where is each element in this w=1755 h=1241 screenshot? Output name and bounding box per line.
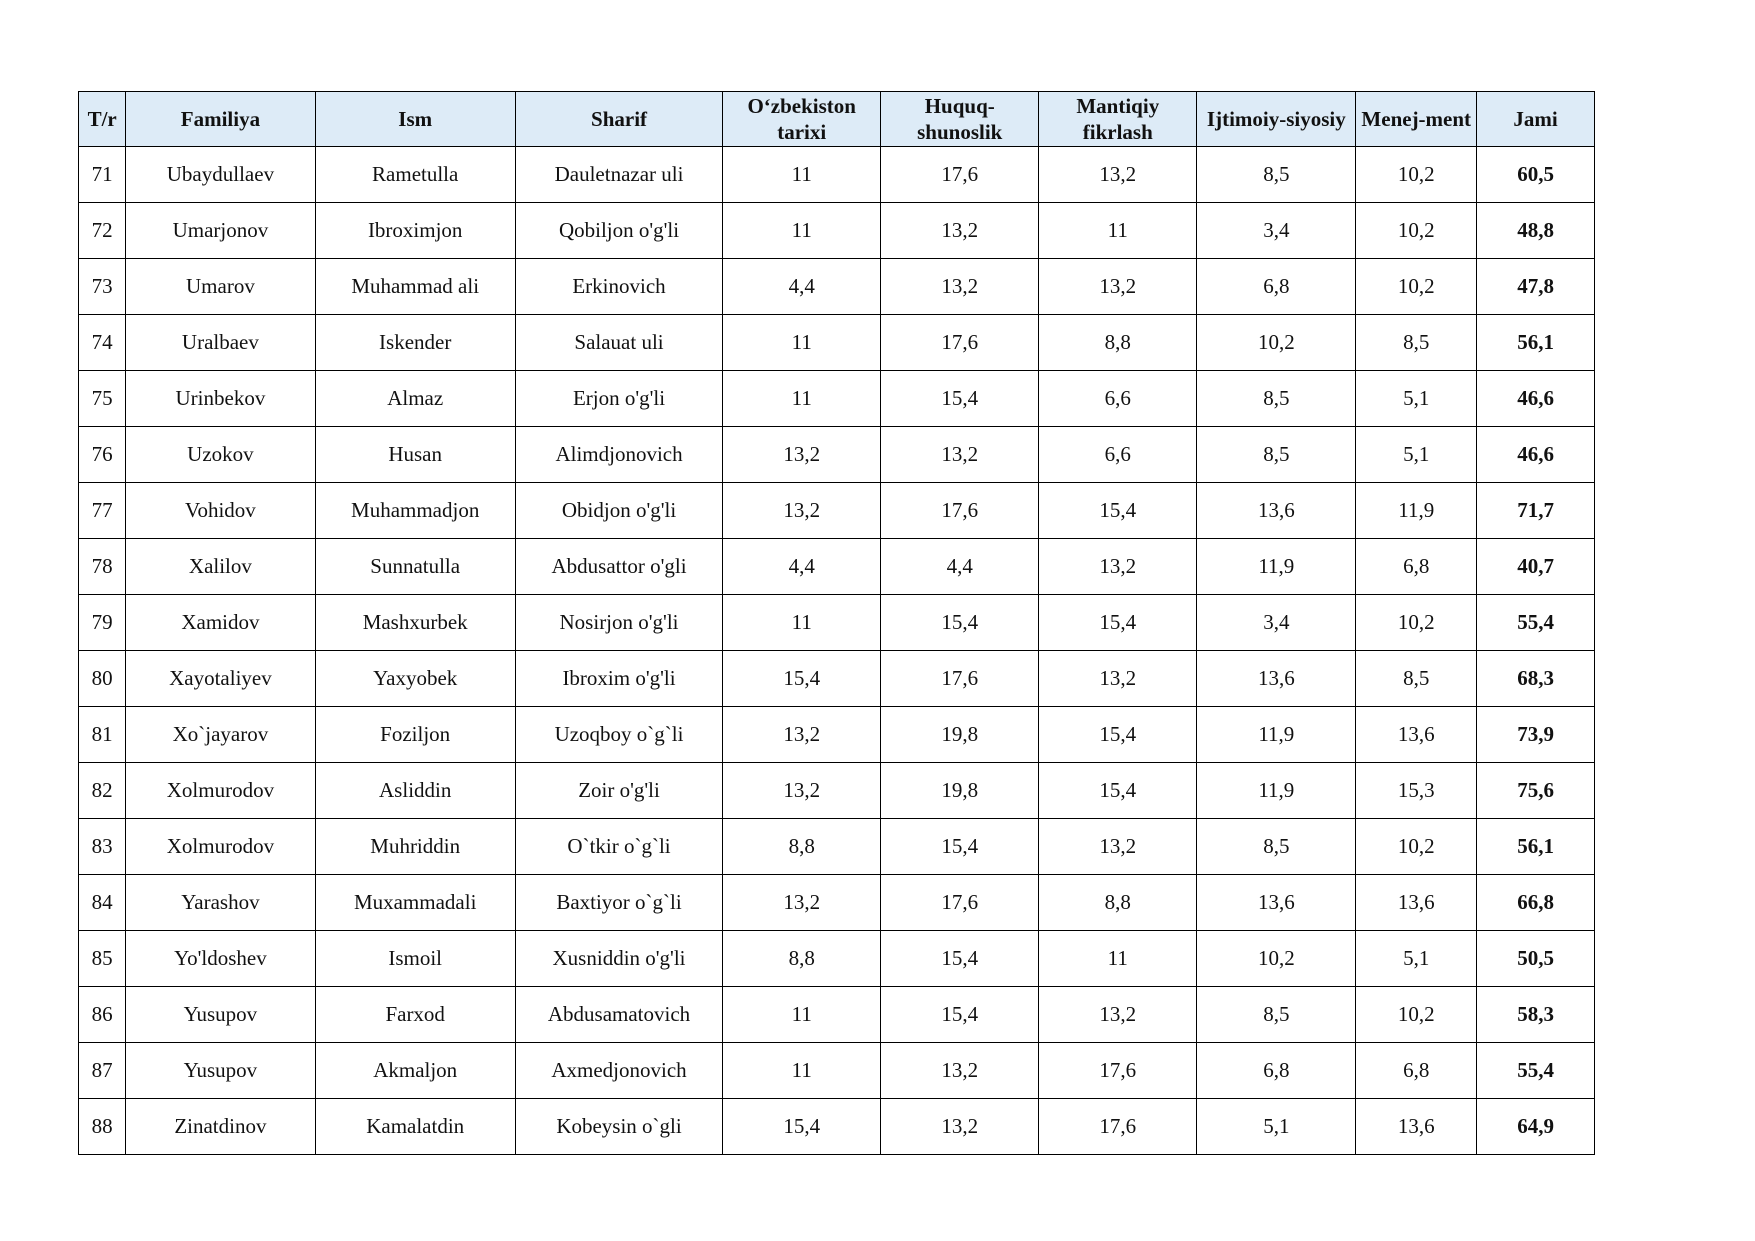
table-row: [79, 931, 1595, 987]
cell-ism: Muxammadali: [315, 875, 515, 931]
cell-subject-4: 10,2: [1197, 315, 1356, 371]
cell-subject-2: 13,2: [881, 1043, 1039, 1099]
cell-sharif: Uzoqboy o`g`li: [515, 707, 722, 763]
cell-familiya: Umarjonov: [126, 203, 315, 259]
cell-jami: 55,4: [1477, 595, 1595, 651]
header-subject-2: Huquq-shunoslik: [881, 92, 1039, 147]
table-body: [79, 147, 1595, 1155]
cell-ism: Ibroximjon: [315, 203, 515, 259]
cell-tr: 81: [79, 707, 126, 763]
cell-subject-1: 15,4: [723, 651, 881, 707]
cell-subject-1: 11: [723, 315, 881, 371]
cell-subject-5: 10,2: [1356, 203, 1477, 259]
cell-jami: 66,8: [1477, 875, 1595, 931]
header-familiya: Familiya: [126, 92, 315, 147]
cell-subject-3: 8,8: [1039, 315, 1197, 371]
cell-subject-2: 17,6: [881, 483, 1039, 539]
cell-sharif: Erjon o'g'li: [515, 371, 722, 427]
cell-subject-2: 17,6: [881, 651, 1039, 707]
cell-subject-3: 13,2: [1039, 651, 1197, 707]
cell-subject-5: 5,1: [1356, 427, 1477, 483]
cell-sharif: Erkinovich: [515, 259, 722, 315]
cell-subject-2: 13,2: [881, 1099, 1039, 1155]
cell-sharif: O`tkir o`g`li: [515, 819, 722, 875]
cell-ism: Kamalatdin: [315, 1099, 515, 1155]
table-row: [79, 1099, 1595, 1155]
cell-subject-4: 11,9: [1197, 707, 1356, 763]
cell-subject-4: 8,5: [1197, 819, 1356, 875]
cell-subject-3: 17,6: [1039, 1099, 1197, 1155]
cell-jami: 47,8: [1477, 259, 1595, 315]
cell-subject-5: 10,2: [1356, 595, 1477, 651]
cell-jami: 46,6: [1477, 427, 1595, 483]
cell-jami: 40,7: [1477, 539, 1595, 595]
cell-subject-3: 6,6: [1039, 371, 1197, 427]
cell-subject-5: 8,5: [1356, 315, 1477, 371]
cell-jami: 64,9: [1477, 1099, 1595, 1155]
cell-ism: Ismoil: [315, 931, 515, 987]
cell-familiya: Xayotaliyev: [126, 651, 315, 707]
cell-ism: Husan: [315, 427, 515, 483]
header-subject-3: Mantiqiy fikrlash: [1039, 92, 1197, 147]
cell-subject-1: 11: [723, 595, 881, 651]
table-row: [79, 987, 1595, 1043]
cell-subject-2: 15,4: [881, 819, 1039, 875]
cell-sharif: Obidjon o'g'li: [515, 483, 722, 539]
cell-subject-1: 13,2: [723, 483, 881, 539]
cell-subject-3: 11: [1039, 203, 1197, 259]
cell-tr: 77: [79, 483, 126, 539]
cell-ism: Foziljon: [315, 707, 515, 763]
cell-familiya: Xalilov: [126, 539, 315, 595]
cell-sharif: Salauat uli: [515, 315, 722, 371]
cell-sharif: Abdusamatovich: [515, 987, 722, 1043]
cell-ism: Yaxyobek: [315, 651, 515, 707]
cell-subject-2: 15,4: [881, 371, 1039, 427]
table-row: [79, 707, 1595, 763]
header-subject-1: O‘zbekiston tarixi: [723, 92, 881, 147]
cell-subject-2: 13,2: [881, 427, 1039, 483]
cell-subject-3: 13,2: [1039, 259, 1197, 315]
table-row: [79, 875, 1595, 931]
cell-subject-5: 10,2: [1356, 819, 1477, 875]
cell-subject-2: 19,8: [881, 763, 1039, 819]
cell-familiya: Yarashov: [126, 875, 315, 931]
table-row: [79, 651, 1595, 707]
cell-subject-2: 17,6: [881, 315, 1039, 371]
header-jami: Jami: [1477, 92, 1595, 147]
results-table: [78, 91, 1595, 1155]
cell-subject-1: 11: [723, 147, 881, 203]
cell-subject-5: 6,8: [1356, 539, 1477, 595]
cell-subject-5: 5,1: [1356, 371, 1477, 427]
cell-sharif: Axmedjonovich: [515, 1043, 722, 1099]
cell-tr: 82: [79, 763, 126, 819]
cell-ism: Mashxurbek: [315, 595, 515, 651]
cell-tr: 78: [79, 539, 126, 595]
cell-ism: Sunnatulla: [315, 539, 515, 595]
cell-familiya: Xolmurodov: [126, 819, 315, 875]
cell-subject-4: 8,5: [1197, 427, 1356, 483]
cell-subject-2: 15,4: [881, 595, 1039, 651]
cell-subject-3: 15,4: [1039, 763, 1197, 819]
cell-familiya: Vohidov: [126, 483, 315, 539]
cell-familiya: Xo`jayarov: [126, 707, 315, 763]
cell-familiya: Yusupov: [126, 987, 315, 1043]
cell-tr: 73: [79, 259, 126, 315]
cell-subject-4: 13,6: [1197, 483, 1356, 539]
table-row: [79, 539, 1595, 595]
cell-subject-2: 17,6: [881, 147, 1039, 203]
cell-ism: Muhammad ali: [315, 259, 515, 315]
cell-subject-1: 13,2: [723, 875, 881, 931]
cell-subject-4: 8,5: [1197, 147, 1356, 203]
cell-subject-4: 6,8: [1197, 259, 1356, 315]
cell-jami: 71,7: [1477, 483, 1595, 539]
cell-jami: 55,4: [1477, 1043, 1595, 1099]
cell-subject-3: 11: [1039, 931, 1197, 987]
cell-subject-4: 6,8: [1197, 1043, 1356, 1099]
table-row: [79, 315, 1595, 371]
table-row: [79, 259, 1595, 315]
cell-subject-1: 8,8: [723, 931, 881, 987]
cell-jami: 56,1: [1477, 315, 1595, 371]
cell-subject-1: 11: [723, 987, 881, 1043]
cell-subject-3: 13,2: [1039, 819, 1197, 875]
cell-subject-4: 3,4: [1197, 203, 1356, 259]
cell-familiya: Yo'ldoshev: [126, 931, 315, 987]
table-row: [79, 371, 1595, 427]
cell-ism: Iskender: [315, 315, 515, 371]
cell-subject-5: 11,9: [1356, 483, 1477, 539]
cell-subject-4: 11,9: [1197, 539, 1356, 595]
cell-sharif: Baxtiyor o`g`li: [515, 875, 722, 931]
cell-sharif: Xusniddin o'g'li: [515, 931, 722, 987]
cell-tr: 86: [79, 987, 126, 1043]
cell-ism: Farxod: [315, 987, 515, 1043]
cell-tr: 80: [79, 651, 126, 707]
cell-subject-3: 8,8: [1039, 875, 1197, 931]
cell-tr: 71: [79, 147, 126, 203]
header-row: [79, 92, 1595, 147]
cell-tr: 87: [79, 1043, 126, 1099]
table-row: [79, 1043, 1595, 1099]
cell-tr: 74: [79, 315, 126, 371]
cell-subject-3: 6,6: [1039, 427, 1197, 483]
table-row: [79, 427, 1595, 483]
cell-familiya: Uzokov: [126, 427, 315, 483]
cell-tr: 85: [79, 931, 126, 987]
cell-subject-1: 4,4: [723, 259, 881, 315]
header-subject-5: Menej-ment: [1356, 92, 1477, 147]
cell-subject-4: 8,5: [1197, 987, 1356, 1043]
cell-jami: 50,5: [1477, 931, 1595, 987]
cell-subject-4: 10,2: [1197, 931, 1356, 987]
cell-familiya: Umarov: [126, 259, 315, 315]
cell-jami: 68,3: [1477, 651, 1595, 707]
cell-subject-2: 19,8: [881, 707, 1039, 763]
cell-subject-4: 8,5: [1197, 371, 1356, 427]
cell-tr: 72: [79, 203, 126, 259]
cell-subject-1: 11: [723, 371, 881, 427]
cell-familiya: Xamidov: [126, 595, 315, 651]
cell-subject-1: 13,2: [723, 763, 881, 819]
cell-subject-1: 8,8: [723, 819, 881, 875]
cell-jami: 58,3: [1477, 987, 1595, 1043]
cell-subject-3: 13,2: [1039, 147, 1197, 203]
cell-subject-3: 13,2: [1039, 539, 1197, 595]
cell-subject-1: 11: [723, 203, 881, 259]
cell-ism: Muhriddin: [315, 819, 515, 875]
cell-subject-1: 13,2: [723, 427, 881, 483]
cell-jami: 48,8: [1477, 203, 1595, 259]
cell-jami: 46,6: [1477, 371, 1595, 427]
cell-subject-1: 11: [723, 1043, 881, 1099]
table-row: [79, 203, 1595, 259]
cell-subject-2: 4,4: [881, 539, 1039, 595]
cell-familiya: Ubaydullaev: [126, 147, 315, 203]
cell-familiya: Zinatdinov: [126, 1099, 315, 1155]
cell-subject-3: 17,6: [1039, 1043, 1197, 1099]
cell-sharif: Abdusattor o'gli: [515, 539, 722, 595]
cell-subject-3: 15,4: [1039, 707, 1197, 763]
cell-subject-2: 13,2: [881, 203, 1039, 259]
cell-subject-3: 13,2: [1039, 987, 1197, 1043]
table-row: [79, 483, 1595, 539]
cell-subject-2: 15,4: [881, 987, 1039, 1043]
cell-subject-5: 13,6: [1356, 707, 1477, 763]
cell-subject-4: 13,6: [1197, 651, 1356, 707]
cell-familiya: Xolmurodov: [126, 763, 315, 819]
cell-subject-5: 13,6: [1356, 875, 1477, 931]
cell-subject-2: 17,6: [881, 875, 1039, 931]
cell-sharif: Nosirjon o'g'li: [515, 595, 722, 651]
cell-subject-2: 15,4: [881, 931, 1039, 987]
cell-subject-4: 11,9: [1197, 763, 1356, 819]
cell-subject-5: 10,2: [1356, 259, 1477, 315]
cell-sharif: Alimdjonovich: [515, 427, 722, 483]
cell-subject-5: 6,8: [1356, 1043, 1477, 1099]
cell-familiya: Yusupov: [126, 1043, 315, 1099]
cell-subject-4: 3,4: [1197, 595, 1356, 651]
cell-subject-5: 5,1: [1356, 931, 1477, 987]
cell-familiya: Urinbekov: [126, 371, 315, 427]
cell-subject-2: 13,2: [881, 259, 1039, 315]
cell-sharif: Ibroxim o'g'li: [515, 651, 722, 707]
cell-subject-4: 5,1: [1197, 1099, 1356, 1155]
cell-tr: 84: [79, 875, 126, 931]
cell-subject-3: 15,4: [1039, 483, 1197, 539]
cell-ism: Muhammadjon: [315, 483, 515, 539]
header-subject-4: Ijtimoiy-siyosiy: [1197, 92, 1356, 147]
cell-subject-1: 13,2: [723, 707, 881, 763]
cell-jami: 75,6: [1477, 763, 1595, 819]
cell-sharif: Kobeysin o`gli: [515, 1099, 722, 1155]
cell-familiya: Uralbaev: [126, 315, 315, 371]
cell-subject-1: 15,4: [723, 1099, 881, 1155]
cell-sharif: Zoir o'g'li: [515, 763, 722, 819]
cell-subject-5: 10,2: [1356, 147, 1477, 203]
cell-ism: Almaz: [315, 371, 515, 427]
cell-sharif: Qobiljon o'g'li: [515, 203, 722, 259]
cell-tr: 75: [79, 371, 126, 427]
table-row: [79, 595, 1595, 651]
cell-subject-1: 4,4: [723, 539, 881, 595]
cell-subject-3: 15,4: [1039, 595, 1197, 651]
cell-sharif: Dauletnazar uli: [515, 147, 722, 203]
cell-ism: Akmaljon: [315, 1043, 515, 1099]
cell-subject-5: 8,5: [1356, 651, 1477, 707]
cell-jami: 56,1: [1477, 819, 1595, 875]
cell-subject-5: 10,2: [1356, 987, 1477, 1043]
header-sharif: Sharif: [515, 92, 722, 147]
table-row: [79, 819, 1595, 875]
cell-subject-5: 15,3: [1356, 763, 1477, 819]
table-header: [79, 92, 1595, 147]
table-row: [79, 763, 1595, 819]
cell-tr: 83: [79, 819, 126, 875]
cell-jami: 73,9: [1477, 707, 1595, 763]
table-row: [79, 147, 1595, 203]
cell-subject-4: 13,6: [1197, 875, 1356, 931]
header-ism: Ism: [315, 92, 515, 147]
cell-tr: 76: [79, 427, 126, 483]
cell-ism: Rametulla: [315, 147, 515, 203]
cell-ism: Asliddin: [315, 763, 515, 819]
header-tr: T/r: [79, 92, 126, 147]
cell-tr: 79: [79, 595, 126, 651]
cell-subject-5: 13,6: [1356, 1099, 1477, 1155]
results-sheet: [78, 91, 1595, 1155]
cell-jami: 60,5: [1477, 147, 1595, 203]
cell-tr: 88: [79, 1099, 126, 1155]
